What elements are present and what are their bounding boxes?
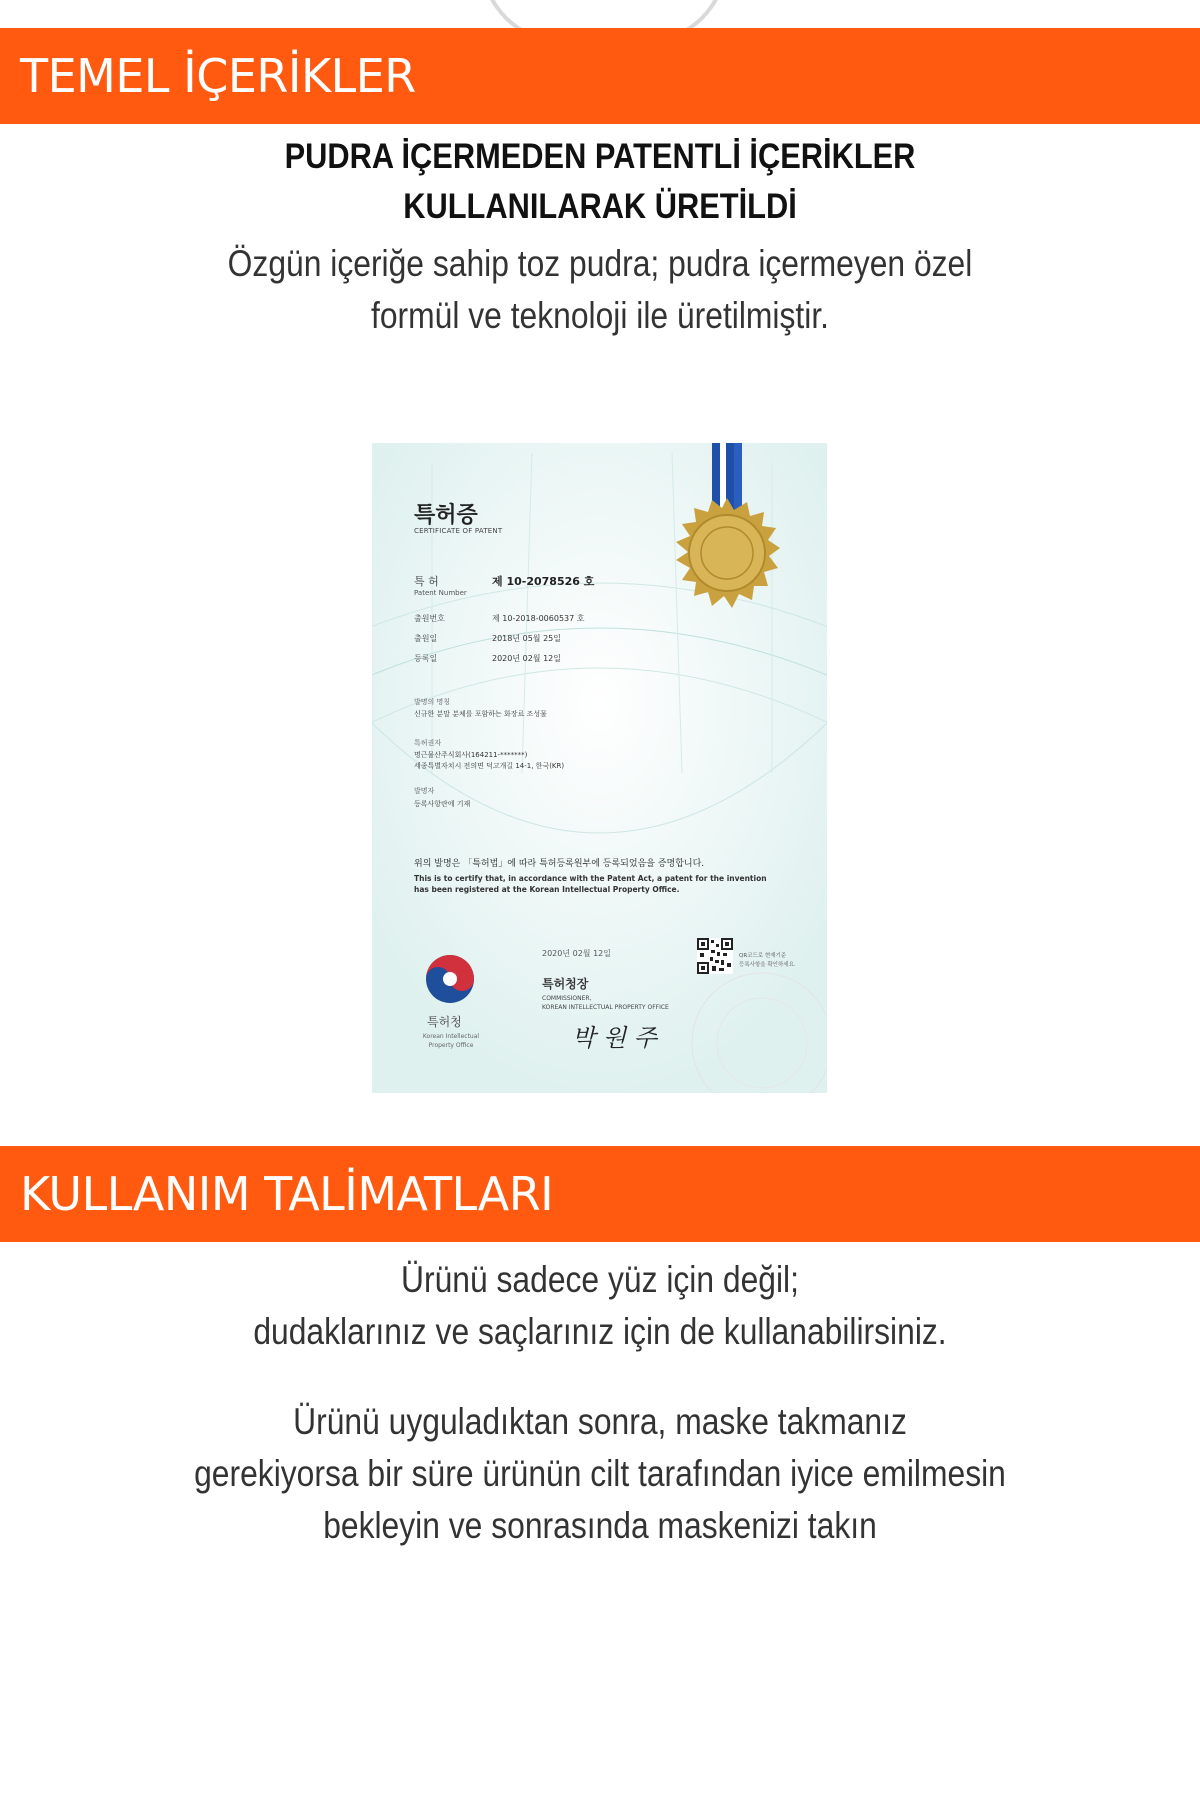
owner-line-2: 세종특별자치시 전의면 덕고개길 14-1, 한국(KR)	[414, 762, 565, 770]
inventor-label: 발명자	[414, 787, 435, 795]
gold-seal-icon	[672, 498, 782, 608]
commissioner-en-1: COMMISSIONER,	[542, 995, 592, 1002]
application-number: 제 10-2018-0060537 호	[492, 614, 585, 623]
headline-line-2: KULLANILARAK ÜRETİLDİ	[403, 187, 797, 226]
description-line-1: Özgün içeriğe sahip toz pudra; pudra içermeyen özel	[227, 243, 973, 284]
usage-paragraph-1-line-2: dudaklarınız ve saçlarınız için de kullanabilirsiniz.	[253, 1311, 947, 1352]
patent-label-en: Patent Number	[414, 589, 467, 597]
certificate-subtitle: CERTIFICATE OF PATENT	[414, 527, 503, 535]
registration-label: 등록일	[414, 654, 438, 663]
ingredients-description	[0, 238, 1200, 342]
usage-paragraph-2	[0, 1396, 1200, 1552]
headline-line-1: PUDRA İÇERMEDEN PATENTLİ İÇERİKLER	[284, 137, 916, 176]
patent-label: 특 허	[414, 575, 439, 588]
usage-paragraph-1-line-1: Ürünü sadece yüz için değil;	[401, 1259, 799, 1300]
certification-statement-en-1: This is to certify that, in accordance with the Patent Act, a patent for the invention	[414, 874, 767, 883]
invention-label: 발명의 명칭	[414, 698, 451, 706]
application-label: 출원번호	[414, 614, 445, 623]
filing-date: 2018년 05월 25일	[492, 634, 561, 643]
certification-statement-ko: 위의 발명은 「특허법」에 따라 특허등록원부에 등록되었음을 증명합니다.	[414, 859, 705, 869]
registration-date: 2020년 02월 12일	[492, 654, 561, 663]
qr-note-2: 등록사항을 확인하세요.	[739, 962, 796, 968]
owner-label: 특허권자	[414, 739, 442, 747]
office-name-en-1: Korean Intellectual	[422, 1033, 480, 1040]
section-header-usage	[0, 1146, 1200, 1242]
office-name-ko: 특허청	[427, 1015, 462, 1029]
invention-title: 신규한 분말 분체를 포함하는 화장료 조성물	[414, 710, 547, 718]
section-header-label: TEMEL İÇERİKLER	[20, 49, 416, 103]
description-line-2: formül ve teknoloji ile üretilmiştir.	[370, 295, 830, 336]
issue-date: 2020년 02월 12일	[542, 949, 611, 958]
owner-line-1: 명근물산주식회사(164211-*******)	[414, 751, 528, 759]
qr-code-icon	[697, 938, 733, 974]
commissioner-ko: 특허청장	[542, 977, 589, 991]
usage-paragraph-2-line-1: Ürünü uyguladıktan sonra, maske takmanız	[293, 1401, 907, 1442]
certification-statement-en-2: has been registered at the Korean Intellectual Property Office.	[414, 885, 680, 894]
usage-paragraph-1	[0, 1254, 1200, 1358]
headline	[0, 132, 1200, 232]
usage-paragraph-2-line-2: gerekiyorsa bir süre ürünün cilt tarafından iyice emilmesin	[194, 1453, 1006, 1494]
office-name-en-2: Property Office	[428, 1042, 474, 1049]
inventor-value: 등록사항란에 기재	[414, 800, 471, 808]
filing-label: 출원일	[414, 634, 438, 643]
qr-note-1: QR코드로 현재기준	[739, 953, 787, 959]
usage-paragraph-2-line-3: bekleyin ve sonrasında maskenizi takın	[323, 1505, 877, 1546]
commissioner-en-2: KOREAN INTELLECTUAL PROPERTY OFFICE	[542, 1004, 669, 1011]
certificate-title: 특허증	[414, 503, 478, 528]
patent-number: 제 10-2078526 호	[492, 575, 595, 588]
section-header-basic-ingredients	[0, 28, 1200, 124]
section-header-label: KULLANIM TALİMATLARI	[20, 1167, 554, 1221]
signature: 박 원 주	[572, 1024, 657, 1052]
patent-certificate	[372, 443, 827, 1093]
kipo-logo-icon	[424, 953, 476, 1005]
